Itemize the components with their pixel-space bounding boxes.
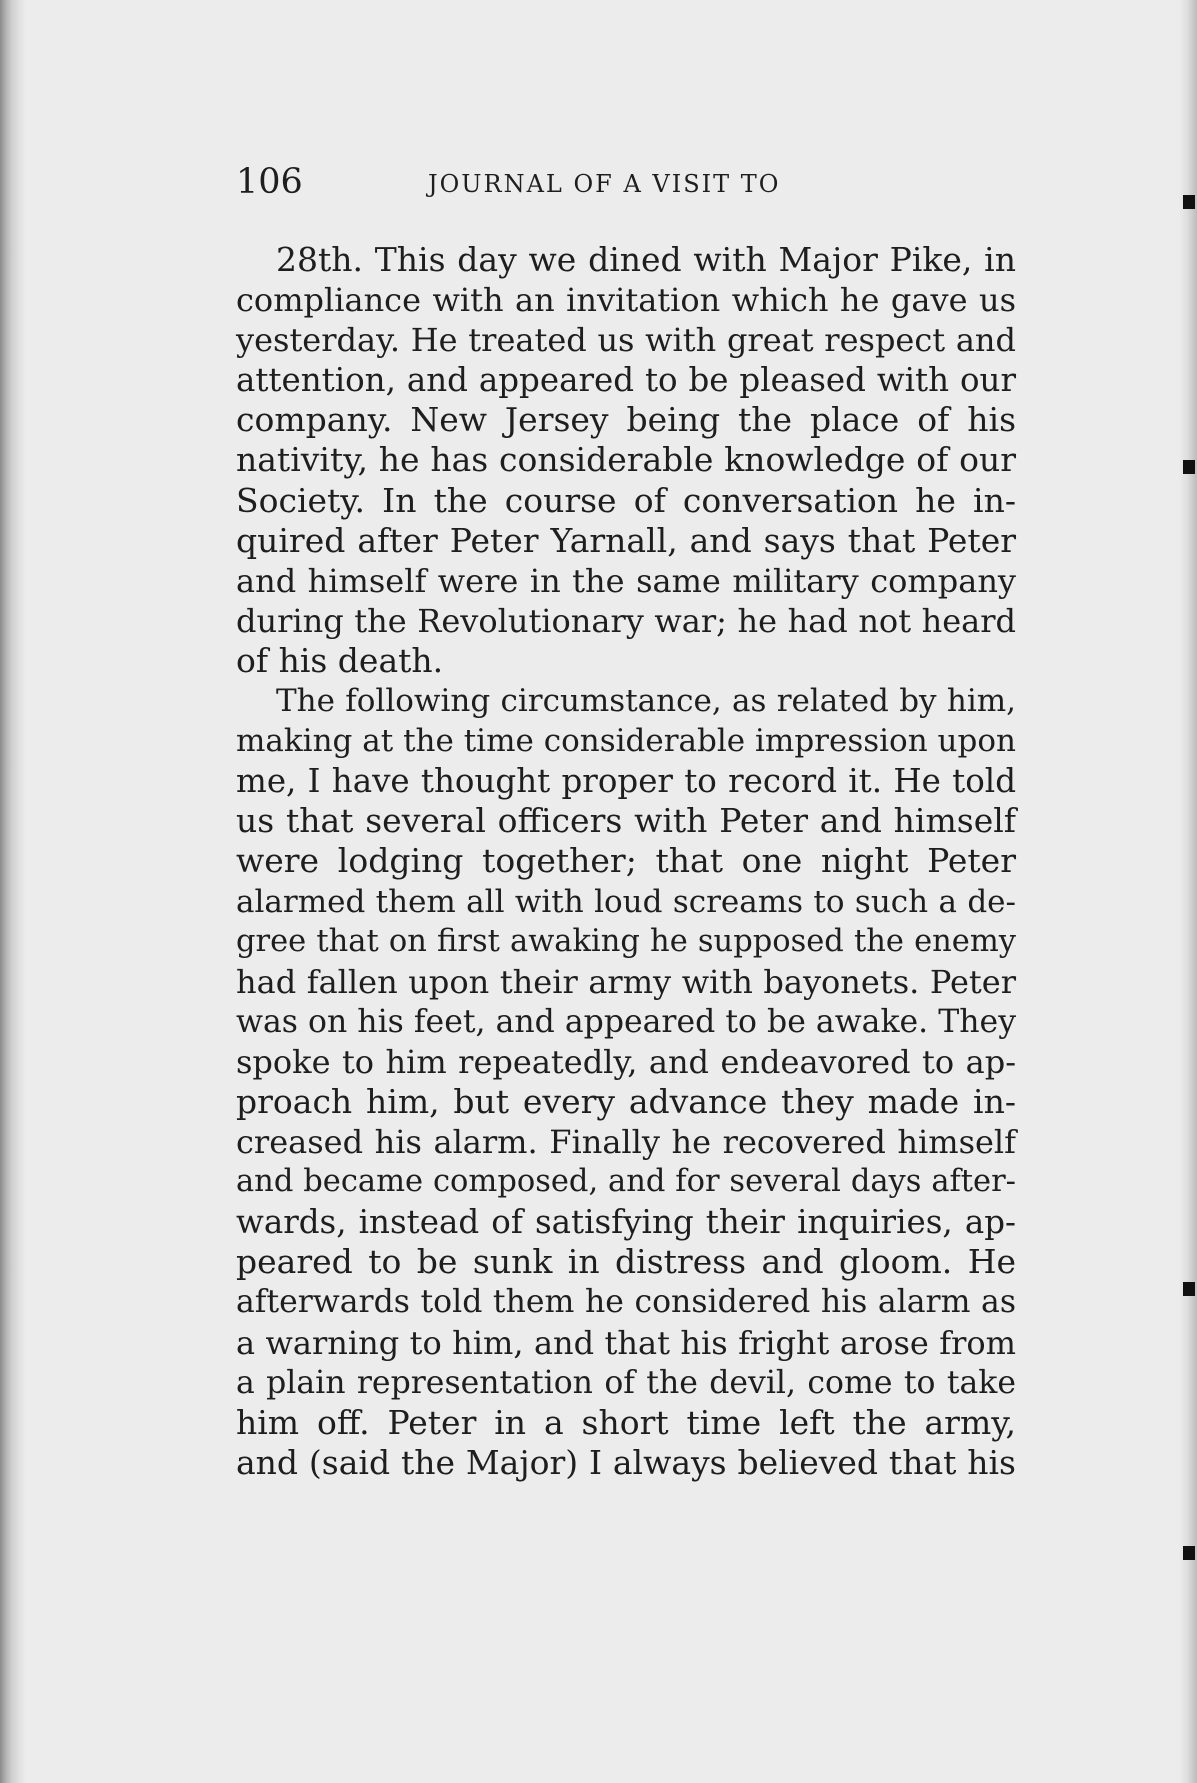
text-line: nativity, he has considerable knowledge of our [236,440,1016,480]
text-line: alarmed them all with loud screams to such a de- [236,883,1016,920]
text-line: had fallen upon their army with bayonets. Peter [236,962,1016,1001]
text-line: were lodging together; that one night Peter [236,841,1016,881]
text-line: Society. In the course of conversation he in- [236,480,1016,520]
text-line: and himself were in the same military company [236,561,1016,600]
text-line: spoke to him repeatedly, and endeavored to ap- [236,1042,1016,1081]
text-line: of his death. [236,640,444,680]
text-line: proach him, but every advance they made in- [236,1081,1016,1121]
edge-mark [1183,1546,1195,1560]
text-line: attention, and appeared to be pleased with our [236,361,1016,400]
text-line: was on his feet, and appeared to be awake. They [236,1003,1016,1040]
text-line: compliance with an invitation which he gave us [236,281,1016,320]
page-edge-shadow [1179,0,1197,1783]
text-line: us that several officers with Peter and himself [236,801,1016,841]
text-line: quired after Peter Yarnall, and says that Peter [236,520,1016,560]
text-line: him off. Peter in a short time left the army, [236,1402,1016,1442]
text-line: 28th. This day we dined with Major Pike, in [276,240,1016,279]
text-line: yesterday. He treated us with great respect and [236,321,1016,360]
text-line: peared to be sunk in distress and gloom. He [236,1242,1016,1282]
text-line: a plain representation of the devil, come to take [236,1364,1016,1401]
text-line: me, I have thought proper to record it. He told [236,762,1016,801]
page-header [236,160,1016,204]
text-line: during the Revolutionary war; he had not heard [236,601,1016,640]
edge-mark [1183,195,1195,209]
edge-mark [1183,1282,1195,1296]
text-line: and became composed, and for several days after- [236,1164,1016,1200]
page-number: 106 [236,162,303,202]
text-line: afterwards told them he considered his alarm as [236,1284,1016,1321]
text-line: company. New Jersey being the place of his [236,400,1016,440]
body-text [236,240,1016,1483]
text-line: creased his alarm. Finally he recovered himself [236,1123,1016,1162]
text-line: gree that on first awaking he supposed the enemy [236,923,1016,959]
text-line: and (said the Major) I always believed that his [236,1442,1016,1482]
page-binding-shadow [0,0,26,1783]
running-head: JOURNAL OF A VISIT TO [428,170,781,198]
edge-mark [1183,460,1195,474]
text-line: a warning to him, and that his fright arose from [236,1323,1016,1362]
text-line: making at the time considerable impression upon [236,723,1016,760]
text-line: wards, instead of satisfying their inquiries, ap- [236,1203,1016,1242]
text-line: The following circumstance, as related by him, [276,683,1016,720]
